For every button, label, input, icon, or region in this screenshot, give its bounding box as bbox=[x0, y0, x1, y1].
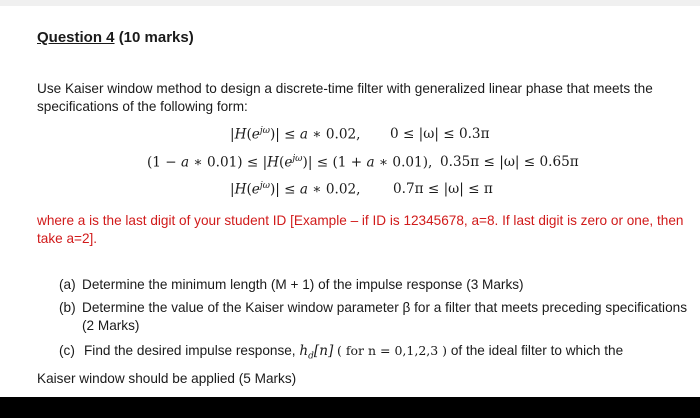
part-c-text bbox=[84, 342, 623, 366]
top-border bbox=[0, 0, 700, 6]
question-title bbox=[37, 29, 194, 46]
spec-row-1-range: 0 ≤ |ω| ≤ 0.3π bbox=[390, 126, 490, 142]
part-a-label: (a) bbox=[59, 277, 76, 292]
bottom-border bbox=[0, 397, 700, 418]
closing-line: Kaiser window should be applied (5 Marks) bbox=[37, 371, 297, 386]
part-c-func: $h_d[n]$ bbox=[299, 343, 334, 362]
part-c-label: (c) bbox=[59, 343, 75, 358]
part-b-label: (b) bbox=[59, 300, 76, 315]
part-b-text: Determine the value of the Kaiser window parameter β for a filter that meets preceding specifications (2 Marks) bbox=[82, 300, 687, 333]
spec-row-2-expr: (1 − a ∗ $0.01) \le |H(e^{j\omega})| \le (1 + a$ ∗ 0.01), bbox=[147, 154, 433, 171]
part-a-text: Determine the minimum length (M + 1) of the impulse response (3 Marks) bbox=[82, 277, 524, 292]
question-number: Question 4 bbox=[37, 29, 115, 46]
spec-row-2-range: 0.35π ≤ |ω| ≤ 0.65π bbox=[440, 154, 579, 170]
question-marks: (10 marks) bbox=[118, 29, 194, 46]
part-c-cond: ( for n = 0,1,2,3 ) bbox=[337, 343, 448, 358]
spec-row-3-range: 0.7π ≤ |ω| ≤ π bbox=[393, 181, 493, 197]
instruction-note: where a is the last digit of your student ID [Example – if ID is 12345678, a=8. If last digit is zero or one, then take a=2]. bbox=[37, 213, 684, 246]
spec-row-1-expr: $|H(e^{j\omega})| \le a$ ∗ 0.02, bbox=[230, 126, 361, 143]
part-c-text-after: of the ideal filter to which the bbox=[450, 343, 624, 358]
part-c-text-before: Find the desired impulse response, bbox=[84, 343, 296, 358]
spec-row-3-expr: $|H(e^{j\omega})| \le a$ ∗ 0.02, bbox=[230, 181, 361, 198]
intro-paragraph: Use Kaiser window method to design a discrete-time filter with generalized linear phase that meets the specifications of the following form: bbox=[37, 81, 653, 114]
